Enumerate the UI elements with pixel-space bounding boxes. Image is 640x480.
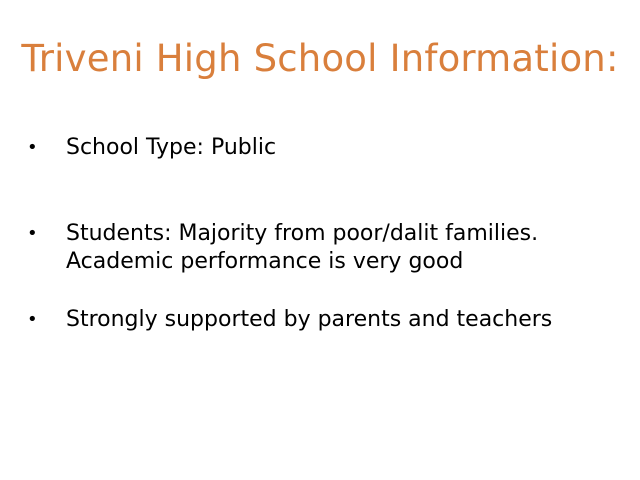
- bullet-text: [66, 134, 626, 162]
- bullet-text: [66, 220, 626, 276]
- bullet-point-icon: •: [27, 223, 38, 244]
- bullet-line: Students: Majority from poor/dalit families.: [66, 221, 539, 246]
- slide-title: Triveni High School Information:: [21, 37, 619, 80]
- bullet-point-icon: •: [27, 137, 38, 158]
- bullet-point-icon: •: [27, 309, 38, 330]
- bullet-line: School Type: Public: [66, 135, 277, 160]
- bullet-line: Academic performance is very good: [66, 249, 464, 274]
- bullet-line: Strongly supported by parents and teachers: [66, 307, 553, 332]
- bullet-text: [66, 306, 626, 334]
